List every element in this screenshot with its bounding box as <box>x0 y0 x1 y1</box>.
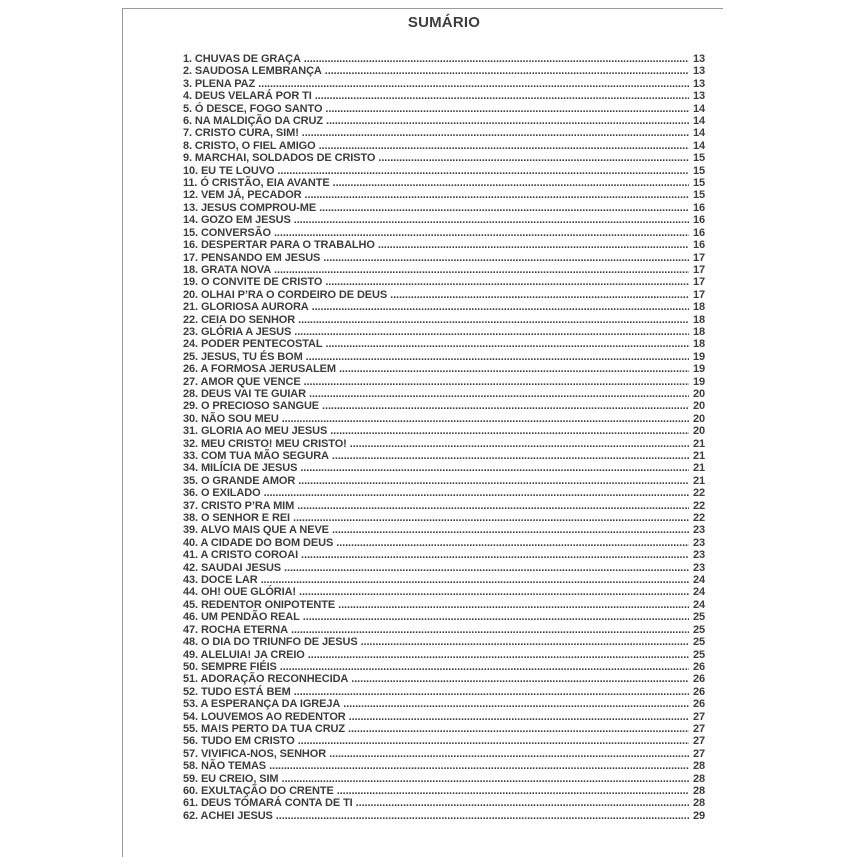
toc-entry-page: 19 <box>692 350 705 363</box>
toc-entry-page: 27 <box>692 710 705 723</box>
toc-entry <box>183 748 705 760</box>
toc-entry-label: 54. LOUVEMOS AO REDENTOR <box>183 710 346 723</box>
toc-entry-page: 21 <box>692 462 705 475</box>
toc-entry-label: 8. CRISTO, O FIEL AMIGO <box>183 139 316 152</box>
toc-entry <box>183 103 705 115</box>
toc-entry-label: 60. EXULTAÇÃO DO CRENTE <box>183 784 334 797</box>
toc-entry-label: 41. A CRISTO COROAI <box>183 549 299 562</box>
dot-leader <box>343 698 689 710</box>
toc-entry <box>183 413 705 425</box>
toc-entry <box>183 363 705 375</box>
toc-entry-label: 4. DEUS VELARÁ POR TI <box>183 90 312 103</box>
toc-entry <box>183 338 705 350</box>
dot-leader <box>277 165 689 177</box>
toc-entry-label: 12. VEM JÁ, PECADOR <box>183 189 302 202</box>
toc-entry-page: 24 <box>692 598 705 611</box>
toc-entry-label: 21. GLORIOSA AURORA <box>183 301 309 314</box>
toc-entry-page: 28 <box>692 784 705 797</box>
toc-entry-page: 27 <box>692 735 705 748</box>
dot-leader <box>315 90 689 102</box>
toc-entry <box>183 723 705 735</box>
toc-entry-label: 59. EU CREIO, SIM <box>183 772 279 785</box>
toc-entry <box>183 661 705 673</box>
toc-entry-label: 26. A FORMOSA JERUSALEM <box>183 363 336 376</box>
toc-entry-page: 16 <box>692 239 705 252</box>
toc-entry-page: 19 <box>692 375 705 388</box>
dot-leader <box>326 338 689 350</box>
toc-entry <box>183 376 705 388</box>
toc-entry-label: 14. GOZO EM JESUS <box>183 214 291 227</box>
toc-entry <box>183 549 705 561</box>
dot-leader <box>351 673 689 685</box>
toc-entry <box>183 797 705 809</box>
dot-leader <box>319 202 689 214</box>
dot-leader <box>332 450 689 462</box>
toc-entry <box>183 785 705 797</box>
toc-entry-label: 38. O SENHOR E REI <box>183 512 291 525</box>
toc-entry <box>183 301 705 313</box>
toc-entry-label: 28. DEUS VAI TE GUIAR <box>183 387 306 400</box>
dot-leader <box>269 760 689 772</box>
toc-entry-label: 11. Ó CRISTÃO, EIA AVANTE <box>183 177 330 190</box>
toc-entry-page: 17 <box>692 263 705 276</box>
dot-leader <box>282 413 689 425</box>
toc-entry-page: 15 <box>692 164 705 177</box>
toc-entry <box>183 326 705 338</box>
dot-leader <box>274 264 689 276</box>
toc-entry <box>183 65 705 77</box>
toc-entry-label: 55. MA!S PERTO DA TUA CRUZ <box>183 722 346 735</box>
toc-entry <box>183 127 705 139</box>
dot-leader <box>301 549 689 561</box>
toc-entry-page: 13 <box>692 53 705 65</box>
dot-leader <box>294 326 689 338</box>
dot-leader <box>280 661 689 673</box>
toc-entry-page: 17 <box>692 276 705 289</box>
toc-entry-page: 20 <box>692 425 705 438</box>
toc-entry-label: 18. GRATA NOVA <box>183 263 272 276</box>
toc-entry <box>183 450 705 462</box>
toc-entry-page: 16 <box>692 201 705 214</box>
dot-leader <box>298 314 689 326</box>
page-title: SUMÁRIO <box>407 14 481 31</box>
toc-entry <box>183 810 705 822</box>
toc-entry-page: 21 <box>692 450 705 462</box>
toc-entry-label: 2. SAUDOSA LEMBRANÇA <box>183 65 322 78</box>
toc-entry <box>183 735 705 747</box>
toc-entry-label: 5. Ó DESCE, FOGO SANTO <box>183 102 323 115</box>
toc-entry-label: 45. REDENTOR ONIPOTENTE <box>183 598 336 611</box>
dot-leader <box>303 611 689 623</box>
toc-entry-page: 18 <box>692 325 705 338</box>
toc-entry-page: 26 <box>692 685 705 698</box>
dot-leader <box>282 773 689 785</box>
dot-leader <box>304 376 689 388</box>
dot-leader <box>309 388 689 400</box>
toc-entry <box>183 698 705 710</box>
toc-entry <box>183 487 705 499</box>
toc-entry <box>183 90 705 102</box>
toc-entry-page: 18 <box>692 301 705 314</box>
dot-leader <box>390 289 689 301</box>
toc-entry <box>183 586 705 598</box>
toc-entry <box>183 276 705 288</box>
toc-entry-page: 20 <box>692 412 705 425</box>
dot-leader <box>356 797 689 809</box>
toc-entry <box>183 115 705 127</box>
dot-leader <box>312 301 689 313</box>
toc-entry <box>183 388 705 400</box>
toc-entry <box>183 475 705 487</box>
dot-leader <box>291 624 689 636</box>
toc-entry-page: 26 <box>692 673 705 686</box>
toc-entry-page: 16 <box>692 214 705 227</box>
toc-entry-label: 57. VIVIFICA-NOS, SENHOR <box>183 747 327 760</box>
toc-entry-label: 23. GLÓRIA A JESUS <box>183 325 292 338</box>
dot-leader <box>326 115 689 127</box>
toc-entry-page: 17 <box>692 288 705 301</box>
toc-entry-page: 15 <box>692 189 705 202</box>
toc-entry <box>183 400 705 412</box>
dot-leader <box>332 524 689 536</box>
toc-entry-page: 23 <box>692 561 705 574</box>
toc-entry-label: 44. OH! OUE GLÓRIA! <box>183 586 296 599</box>
toc-entry-page: 21 <box>692 437 705 450</box>
dot-leader <box>322 400 689 412</box>
toc-entry <box>183 165 705 177</box>
toc-entry-label: 16. DESPERTAR PARA O TRABALHO <box>183 239 375 252</box>
toc-entry-page: 13 <box>692 90 705 103</box>
toc-entry <box>183 673 705 685</box>
toc-entry <box>183 686 705 698</box>
dot-leader <box>264 487 689 499</box>
toc-entry-page: 15 <box>692 177 705 190</box>
dot-leader <box>306 351 689 363</box>
toc-entry-page: 25 <box>692 648 705 661</box>
toc-entry <box>183 760 705 772</box>
dot-leader <box>258 78 689 90</box>
toc-entry-label: 34. MILÍCIA DE JESUS <box>183 462 298 475</box>
toc-entry-label: 31. GLORIA AO MEU JESUS <box>183 425 328 438</box>
toc-entry-label: 49. ALELUIA! JA CREIO <box>183 648 305 661</box>
toc-entry-label: 27. AMOR QUE VENCE <box>183 375 301 388</box>
toc-entry-label: 51. ADORAÇÃO RECONHECIDA <box>183 673 349 686</box>
toc-entry <box>183 537 705 549</box>
toc-entry <box>183 351 705 363</box>
toc-entry <box>183 264 705 276</box>
dot-leader <box>338 599 689 611</box>
toc-list <box>183 53 705 822</box>
toc-entry-page: 25 <box>692 636 705 649</box>
toc-entry <box>183 711 705 723</box>
toc-entry <box>183 78 705 90</box>
toc-entry-label: 48. O DIA DO TRIUNFO DE JESUS <box>183 636 358 649</box>
toc-entry-label: 62. ACHEI JESUS <box>183 809 273 822</box>
dot-leader <box>274 227 689 239</box>
toc-entry-page: 28 <box>692 760 705 773</box>
toc-entry-label: 24. PODER PENTECOSTAL <box>183 338 323 351</box>
toc-entry-label: 36. O EXILADO <box>183 487 261 500</box>
toc-entry <box>183 611 705 623</box>
dot-leader <box>337 785 689 797</box>
toc-entry <box>183 574 705 586</box>
dot-leader <box>329 748 689 760</box>
dot-leader <box>325 276 689 288</box>
dot-leader <box>305 189 689 201</box>
dot-leader <box>333 177 689 189</box>
toc-entry-label: 47. ROCHA ETERNA <box>183 623 288 636</box>
toc-entry-label: 39. ALVO MAIS QUE A NEVE <box>183 524 329 537</box>
dot-leader <box>339 363 689 375</box>
dot-leader <box>325 65 689 77</box>
dot-leader <box>294 214 689 226</box>
toc-entry-page: 22 <box>692 512 705 525</box>
toc-entry-page: 21 <box>692 474 705 487</box>
toc-entry-page: 22 <box>692 487 705 500</box>
dot-leader <box>298 475 689 487</box>
toc-entry-page: 18 <box>692 338 705 351</box>
dot-leader <box>300 462 689 474</box>
toc-entry <box>183 227 705 239</box>
toc-entry <box>183 524 705 536</box>
dot-leader <box>294 686 689 698</box>
toc-entry-page: 13 <box>692 65 705 78</box>
toc-entry-page: 26 <box>692 660 705 673</box>
toc-entry-label: 46. UM PENDÃO REAL <box>183 611 300 624</box>
toc-entry-page: 24 <box>692 586 705 599</box>
dot-leader <box>349 711 689 723</box>
toc-entry-page: 19 <box>692 363 705 376</box>
toc-entry-page: 27 <box>692 747 705 760</box>
toc-entry-label: 10. EU TE LOUVO <box>183 164 275 177</box>
toc-entry-page: 15 <box>692 152 705 165</box>
toc-entry <box>183 562 705 574</box>
toc-entry <box>183 202 705 214</box>
dot-leader <box>361 636 689 648</box>
toc-entry <box>183 177 705 189</box>
toc-entry <box>183 152 705 164</box>
toc-entry <box>183 512 705 524</box>
dot-leader <box>298 735 689 747</box>
toc-entry-page: 26 <box>692 698 705 711</box>
toc-entry-label: 53. A ESPERANÇA DA IGREJA <box>183 698 341 711</box>
dot-leader <box>284 562 689 574</box>
toc-entry-label: 50. SEMPRE FIÉIS <box>183 660 277 673</box>
toc-entry-label: 33. COM TUA MÃO SEGURA <box>183 450 329 462</box>
toc-entry-page: 14 <box>692 102 705 115</box>
toc-entry-label: 37. CRISTO P’RA MIM <box>183 499 295 512</box>
toc-entry-page: 14 <box>692 115 705 128</box>
toc-entry-page: 25 <box>692 623 705 636</box>
dot-leader <box>378 239 689 251</box>
dot-leader <box>348 723 689 735</box>
dot-leader <box>276 810 689 822</box>
toc-entry-label: 13. JESUS COMPROU-ME <box>183 201 317 214</box>
toc-entry-label: 32. MEU CRISTO! MEU CRISTO! <box>183 437 347 450</box>
dot-leader <box>325 103 689 115</box>
toc-entry <box>183 314 705 326</box>
toc-entry-label: 40. A CIDADE DO BOM DEUS <box>183 536 334 549</box>
dot-leader <box>302 127 689 139</box>
toc-entry-label: 29. O PRECIOSO SANGUE <box>183 400 320 413</box>
toc-entry <box>183 500 705 512</box>
dot-leader <box>261 574 689 586</box>
toc-entry-label: 52. TUDO ESTÁ BEM <box>183 685 291 698</box>
toc-entry-page: 23 <box>692 549 705 562</box>
toc-entry-page: 13 <box>692 77 705 90</box>
toc-entry-label: 56. TUDO EM CRISTO <box>183 735 295 748</box>
dot-leader <box>304 53 689 65</box>
toc-entry-label: 30. NÃO SOU MEU <box>183 412 279 425</box>
toc-entry-label: 17. PENSANDO EM JESUS <box>183 251 321 264</box>
toc-entry-page: 18 <box>692 313 705 326</box>
toc-entry-label: 19. O CONVITE DE CRISTO <box>183 276 323 289</box>
dot-leader <box>299 586 689 598</box>
toc-entry-page: 23 <box>692 536 705 549</box>
toc-entry <box>183 438 705 450</box>
toc-entry-page: 16 <box>692 226 705 239</box>
toc-content <box>183 14 705 822</box>
dot-leader <box>330 425 689 437</box>
dot-leader <box>308 649 689 661</box>
toc-entry <box>183 214 705 226</box>
toc-entry-page: 23 <box>692 524 705 537</box>
toc-entry-label: 20. OLHAI P’RA O CORDEIRO DE DEUS <box>183 288 388 301</box>
toc-entry-label: 43. DOCE LAR <box>183 574 258 587</box>
toc-entry-page: 22 <box>692 499 705 512</box>
toc-entry-page: 29 <box>692 809 705 822</box>
toc-entry-label: 9. MARCHAI, SOLDADOS DE CRISTO <box>183 152 376 165</box>
toc-entry-label: 25. JESUS, TU ÉS BOM <box>183 350 303 363</box>
toc-entry-page: 24 <box>692 574 705 587</box>
toc-entry-page: 20 <box>692 387 705 400</box>
toc-entry-label: 22. CEIA DO SENHOR <box>183 313 296 326</box>
toc-entry <box>183 599 705 611</box>
toc-entry <box>183 53 705 65</box>
toc-entry-page: 14 <box>692 127 705 140</box>
toc-entry <box>183 773 705 785</box>
toc-entry-label: 3. PLENA PAZ <box>183 77 256 90</box>
toc-entry-label: 61. DEUS TÓMARÁ CONTA DE TI <box>183 797 353 810</box>
toc-entry-page: 14 <box>692 139 705 152</box>
toc-entry <box>183 252 705 264</box>
toc-entry <box>183 636 705 648</box>
toc-entry-label: 42. SAUDAI JESUS <box>183 561 282 574</box>
dot-leader <box>378 152 689 164</box>
dot-leader <box>350 438 689 450</box>
toc-entry <box>183 189 705 201</box>
dot-leader <box>293 512 689 524</box>
toc-entry <box>183 239 705 251</box>
toc-entry-page: 28 <box>692 797 705 810</box>
toc-entry-label: 58. NÃO TEMAS <box>183 760 267 773</box>
dot-leader <box>319 140 689 152</box>
toc-entry-page: 25 <box>692 611 705 624</box>
toc-entry-page: 28 <box>692 772 705 785</box>
toc-entry <box>183 462 705 474</box>
toc-entry-page: 20 <box>692 400 705 413</box>
toc-entry <box>183 140 705 152</box>
toc-entry-label: 15. CONVERSÃO <box>183 226 271 239</box>
toc-entry <box>183 289 705 301</box>
toc-entry-label: 6. NA MALDIÇÃO DA CRUZ <box>183 115 323 128</box>
toc-entry <box>183 649 705 661</box>
dot-leader <box>297 500 689 512</box>
toc-entry-label: 7. CRISTO CURA, SIM! <box>183 127 299 140</box>
toc-entry-page: 27 <box>692 722 705 735</box>
toc-entry <box>183 425 705 437</box>
toc-entry-page: 17 <box>692 251 705 264</box>
toc-entry-label: 1. CHUVAS DE GRAÇA <box>183 53 301 65</box>
dot-leader <box>336 537 689 549</box>
dot-leader <box>323 252 689 264</box>
toc-entry <box>183 624 705 636</box>
toc-entry-label: 35. O GRANDE AMOR <box>183 474 296 487</box>
